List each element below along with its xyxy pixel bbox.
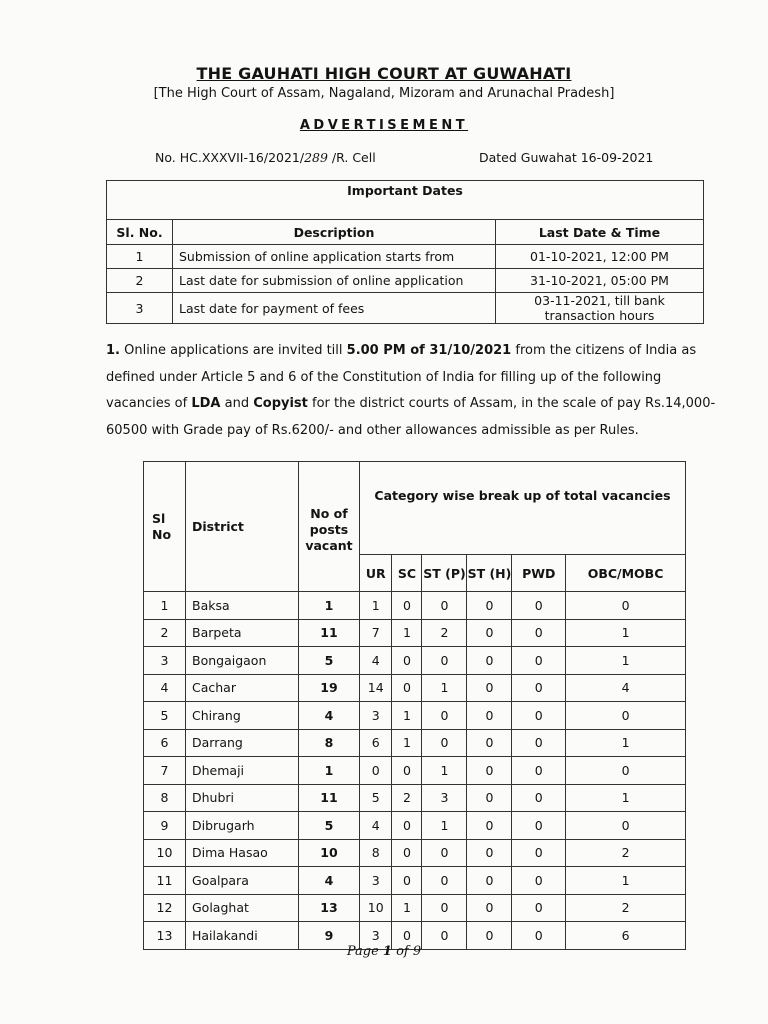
cell-st-h: 0 [467, 784, 512, 812]
page-mid: of [391, 944, 413, 959]
cell-pwd: 0 [512, 812, 566, 840]
cell-date [496, 293, 704, 324]
cell-district: Dhemaji [186, 757, 299, 785]
cell-sl: 3 [144, 647, 186, 675]
sl-header-line2: No [152, 526, 172, 542]
column-header-description: Description [173, 220, 496, 245]
cell-sl: 10 [144, 839, 186, 867]
column-header-st-p: ST (P) [422, 555, 467, 592]
cell-obc-mobc: 1 [566, 647, 686, 675]
para-text-2: from the citizens of India as defined under Article 5 and 6 of the Constitution of India for filling up of the following vacancies of [106, 343, 697, 411]
para-bold-copyist: Copyist [253, 396, 308, 411]
page-total: 9 [412, 944, 422, 959]
cell-ur: 10 [360, 894, 392, 922]
cell-posts-vacant: 13 [299, 894, 360, 922]
cell-st-p: 1 [422, 812, 467, 840]
cell-sc: 1 [392, 702, 422, 730]
table-row [144, 784, 686, 812]
cell-obc-mobc: 4 [566, 674, 686, 702]
important-dates-table [106, 180, 704, 324]
cell-ur: 5 [360, 784, 392, 812]
cell-ur: 4 [360, 647, 392, 675]
page-current: 1 [382, 944, 392, 959]
cell-sl: 1 [144, 592, 186, 620]
sl-header-line1: Sl [152, 510, 166, 526]
cell-sc: 0 [392, 757, 422, 785]
cell-posts-vacant: 8 [299, 729, 360, 757]
cell-posts-vacant: 5 [299, 647, 360, 675]
posts-header-line1: No of [310, 505, 348, 521]
cell-ur: 8 [360, 839, 392, 867]
cell-sc: 0 [392, 812, 422, 840]
cell-st-h: 0 [467, 867, 512, 895]
column-header-sl-no [144, 462, 186, 592]
table-row [144, 812, 686, 840]
cell-obc-mobc: 1 [566, 784, 686, 812]
cell-sl: 12 [144, 894, 186, 922]
table-row [144, 647, 686, 675]
cell-st-h: 0 [467, 702, 512, 730]
document-title: THE GAUHATI HIGH COURT AT GUWAHATI [196, 64, 572, 83]
cell-st-p: 0 [422, 729, 467, 757]
cell-st-p: 2 [422, 619, 467, 647]
column-header-last-date: Last Date & Time [496, 220, 704, 245]
cell-st-p: 0 [422, 922, 467, 950]
cell-date: 01-10-2021, 12:00 PM [496, 245, 704, 269]
cell-posts-vacant: 5 [299, 812, 360, 840]
cell-sl: 4 [144, 674, 186, 702]
cell-sl: 8 [144, 784, 186, 812]
cell-obc-mobc: 0 [566, 592, 686, 620]
table-row [107, 245, 704, 269]
para-text-3: and [220, 396, 254, 411]
table-row [144, 894, 686, 922]
cell-sl: 13 [144, 922, 186, 950]
cell-obc-mobc: 1 [566, 729, 686, 757]
cell-sl: 2 [144, 619, 186, 647]
cell-obc-mobc: 6 [566, 922, 686, 950]
paragraph-number: 1. [106, 343, 120, 358]
cell-sl: 9 [144, 812, 186, 840]
cell-posts-vacant: 4 [299, 702, 360, 730]
cell-ur: 4 [360, 812, 392, 840]
cell-ur: 1 [360, 592, 392, 620]
cell-pwd: 0 [512, 757, 566, 785]
column-header-obc-mobc: OBC/MOBC [566, 555, 686, 592]
cell-sl: 3 [107, 293, 173, 324]
paragraph-1 [106, 338, 720, 444]
cell-district: Golaghat [186, 894, 299, 922]
cell-st-h: 0 [467, 619, 512, 647]
cell-district: Chirang [186, 702, 299, 730]
cell-district: Baksa [186, 592, 299, 620]
table-row [144, 619, 686, 647]
cell-posts-vacant: 9 [299, 922, 360, 950]
cell-obc-mobc: 1 [566, 619, 686, 647]
advertisement-heading: ADVERTISEMENT [299, 118, 469, 133]
cell-posts-vacant: 11 [299, 784, 360, 812]
cell-st-p: 0 [422, 647, 467, 675]
cell-ur: 3 [360, 922, 392, 950]
table-row [107, 293, 704, 324]
cell-st-h: 0 [467, 922, 512, 950]
cell-district: Dhubri [186, 784, 299, 812]
table-row [144, 729, 686, 757]
cell-sl: 2 [107, 269, 173, 293]
cell-st-p: 1 [422, 757, 467, 785]
cell-st-p: 0 [422, 867, 467, 895]
cell-st-p: 0 [422, 592, 467, 620]
category-breakup-heading: Category wise break up of total vacancies [360, 462, 686, 555]
cell-sc: 0 [392, 647, 422, 675]
cell-obc-mobc: 2 [566, 894, 686, 922]
cell-pwd: 0 [512, 839, 566, 867]
table-row [144, 592, 686, 620]
reference-number [155, 150, 376, 165]
cell-st-p: 0 [422, 894, 467, 922]
cell-district: Dima Hasao [186, 839, 299, 867]
page-prefix: Page [346, 944, 383, 959]
important-dates-heading: Important Dates [107, 181, 704, 220]
cell-date-line2: transaction hours [544, 308, 655, 323]
table-row [144, 839, 686, 867]
cell-st-p: 3 [422, 784, 467, 812]
ref-handwritten-number: 289 [304, 150, 328, 165]
cell-ur: 7 [360, 619, 392, 647]
cell-pwd: 0 [512, 867, 566, 895]
para-bold-deadline: 5.00 PM of 31/10/2021 [346, 343, 512, 358]
cell-sl: 7 [144, 757, 186, 785]
cell-st-p: 1 [422, 674, 467, 702]
cell-sl: 5 [144, 702, 186, 730]
cell-sc: 0 [392, 674, 422, 702]
cell-description: Last date for submission of online application [173, 269, 496, 293]
vacancies-table [143, 461, 686, 950]
column-header-st-h: ST (H) [467, 555, 512, 592]
table-row [144, 867, 686, 895]
para-text-1: Online applications are invited till [119, 343, 347, 358]
cell-district: Darrang [186, 729, 299, 757]
cell-pwd: 0 [512, 592, 566, 620]
cell-obc-mobc: 2 [566, 839, 686, 867]
cell-posts-vacant: 1 [299, 592, 360, 620]
cell-st-p: 0 [422, 702, 467, 730]
cell-posts-vacant: 1 [299, 757, 360, 785]
dated-line: Dated Guwahat 16-09-2021 [479, 150, 654, 165]
cell-st-p: 0 [422, 839, 467, 867]
cell-district: Hailakandi [186, 922, 299, 950]
cell-ur: 6 [360, 729, 392, 757]
cell-obc-mobc: 0 [566, 757, 686, 785]
cell-description: Submission of online application starts from [173, 245, 496, 269]
cell-sc: 0 [392, 592, 422, 620]
cell-st-h: 0 [467, 757, 512, 785]
column-header-district: District [186, 462, 299, 592]
cell-pwd: 0 [512, 647, 566, 675]
column-header-sc: SC [392, 555, 422, 592]
document-subtitle: [The High Court of Assam, Nagaland, Mizoram and Arunachal Pradesh] [153, 86, 615, 101]
column-header-pwd: PWD [512, 555, 566, 592]
cell-ur: 3 [360, 867, 392, 895]
cell-ur: 3 [360, 702, 392, 730]
cell-sc: 0 [392, 839, 422, 867]
cell-st-h: 0 [467, 729, 512, 757]
vacancies-table-body [144, 592, 686, 950]
cell-date-line1: 03-11-2021, till bank [534, 293, 665, 308]
cell-pwd: 0 [512, 674, 566, 702]
para-text-4: for the district courts of Assam, in the scale of pay Rs.14,000-60500 with Grade pay of Rs.6200/- and other allowances admissible as per Rules. [106, 396, 716, 438]
table-row [144, 674, 686, 702]
column-header-sl-no: Sl. No. [107, 220, 173, 245]
cell-ur: 14 [360, 674, 392, 702]
table-row [144, 757, 686, 785]
cell-posts-vacant: 11 [299, 619, 360, 647]
cell-sc: 0 [392, 922, 422, 950]
cell-st-h: 0 [467, 812, 512, 840]
cell-district: Bongaigaon [186, 647, 299, 675]
cell-posts-vacant: 10 [299, 839, 360, 867]
cell-obc-mobc: 0 [566, 702, 686, 730]
cell-ur: 0 [360, 757, 392, 785]
cell-sc: 1 [392, 729, 422, 757]
cell-pwd: 0 [512, 729, 566, 757]
posts-header-line2: posts [309, 521, 349, 537]
ref-suffix: /R. Cell [327, 150, 376, 165]
cell-pwd: 0 [512, 619, 566, 647]
cell-posts-vacant: 4 [299, 867, 360, 895]
cell-posts-vacant: 19 [299, 674, 360, 702]
cell-district: Dibrugarh [186, 812, 299, 840]
cell-st-h: 0 [467, 839, 512, 867]
posts-header-line3: vacant [305, 537, 353, 553]
cell-sc: 1 [392, 619, 422, 647]
column-header-ur: UR [360, 555, 392, 592]
cell-sc: 2 [392, 784, 422, 812]
cell-obc-mobc: 1 [566, 867, 686, 895]
cell-district: Goalpara [186, 867, 299, 895]
cell-date: 31-10-2021, 05:00 PM [496, 269, 704, 293]
cell-st-h: 0 [467, 592, 512, 620]
cell-sl: 6 [144, 729, 186, 757]
cell-st-h: 0 [467, 894, 512, 922]
cell-district: Barpeta [186, 619, 299, 647]
cell-st-h: 0 [467, 647, 512, 675]
table-row [144, 702, 686, 730]
cell-pwd: 0 [512, 784, 566, 812]
column-header-posts-vacant [299, 462, 360, 592]
ref-prefix: No. HC.XXXVII-16/2021/ [155, 150, 305, 165]
cell-description: Last date for payment of fees [173, 293, 496, 324]
cell-sc: 0 [392, 867, 422, 895]
table-row [107, 269, 704, 293]
cell-obc-mobc: 0 [566, 812, 686, 840]
cell-pwd: 0 [512, 702, 566, 730]
cell-district: Cachar [186, 674, 299, 702]
para-bold-lda: LDA [191, 396, 221, 411]
page-number [0, 944, 768, 959]
cell-sc: 1 [392, 894, 422, 922]
cell-sl: 11 [144, 867, 186, 895]
cell-pwd: 0 [512, 922, 566, 950]
cell-st-h: 0 [467, 674, 512, 702]
cell-pwd: 0 [512, 894, 566, 922]
cell-sl: 1 [107, 245, 173, 269]
